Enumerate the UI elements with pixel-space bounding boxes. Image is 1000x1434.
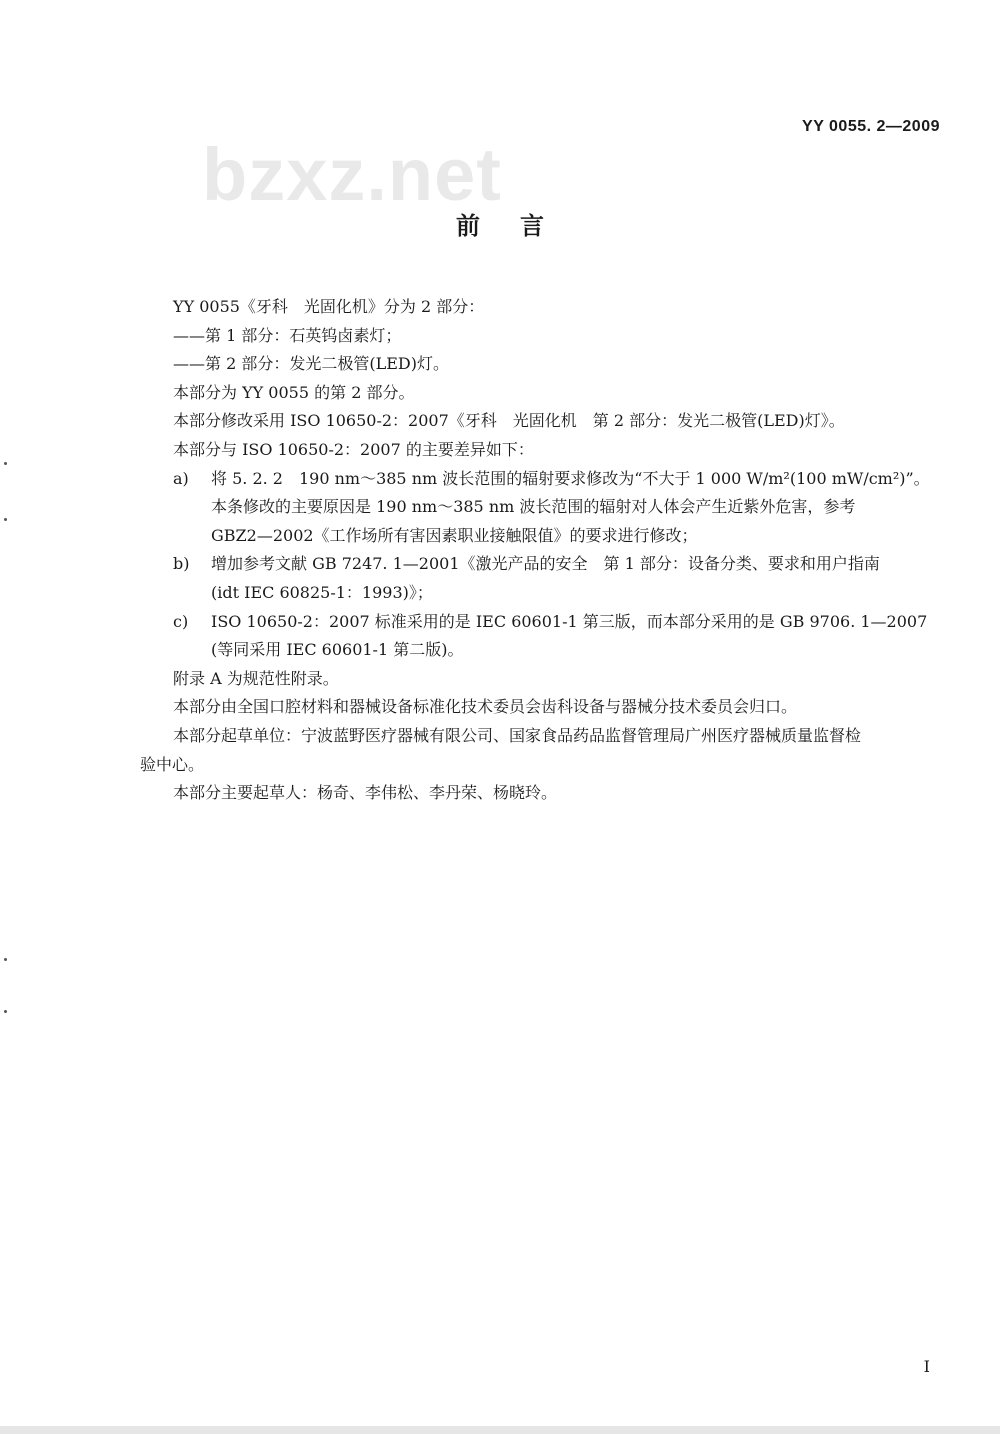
page-bottom-edge xyxy=(0,1426,1000,1434)
paragraph-parts-intro: YY 0055《牙科 光固化机》分为 2 部分： xyxy=(173,297,485,316)
page-number: I xyxy=(923,1357,930,1376)
foreword-body xyxy=(140,293,940,808)
paragraph-part-1: ——第 1 部分：石英钨卤素灯； xyxy=(173,325,402,345)
list-item-line: 增加参考文献 GB 7247. 1—2001《激光产品的安全 第 1 部分：设备分类、要求和用户指南 xyxy=(211,554,880,574)
scan-speck xyxy=(4,518,7,521)
list-item-line: GBZ2—2002《工作场所有害因素职业接触限值》的要求进行修改； xyxy=(211,525,698,545)
watermark: bzxz.net xyxy=(202,133,502,216)
scan-speck xyxy=(4,1010,7,1013)
paragraph-drafting-units-cont: 验中心。 xyxy=(140,754,205,774)
list-item-content xyxy=(211,550,940,607)
list-item-c xyxy=(140,608,940,665)
paragraph-committee: 本部分由全国口腔材料和器械设备标准化技术委员会齿科设备与器械分技术委员会归口。 xyxy=(173,697,798,717)
list-item-line: (等同采用 IEC 60601-1 第二版)。 xyxy=(211,640,464,660)
paragraph-modified-adoption: 本部分修改采用 ISO 10650-2：2007《牙科 光固化机 第 2 部分：发光二极管(LED)灯》。 xyxy=(173,411,845,431)
list-item-line: (idt IEC 60825-1：1993)》； xyxy=(211,582,433,602)
list-item-line: 本条修改的主要原因是 190 nm～385 nm 波长范围的辐射对人体会产生近紫外危害，参考 xyxy=(211,497,856,517)
paragraph-annex: 附录 A 为规范性附录。 xyxy=(173,668,339,688)
list-item-content xyxy=(211,608,940,665)
paragraph-part-2: ——第 2 部分：发光二极管(LED)灯。 xyxy=(173,354,449,374)
list-marker: b) xyxy=(173,554,190,574)
paragraph-drafting-units: 本部分起草单位：宁波蓝野医疗器械有限公司、国家食品药品监督管理局广州医疗器械质量监督检 xyxy=(173,725,862,745)
paragraph-drafters: 本部分主要起草人：杨奇、李伟松、李丹荣、杨晓玲。 xyxy=(173,783,558,803)
paragraph-this-part: 本部分为 YY 0055 的第 2 部分。 xyxy=(173,382,415,402)
scan-speck xyxy=(4,462,7,465)
list-marker: a) xyxy=(173,468,189,488)
page-title: 前言 xyxy=(456,212,584,240)
standard-code: YY 0055. 2—2009 xyxy=(802,118,940,135)
list-marker: c) xyxy=(173,611,189,631)
list-item-a xyxy=(140,465,940,551)
list-item-line: ISO 10650-2：2007 标准采用的是 IEC 60601-1 第三版，而本部分采用的是 GB 9706. 1—2007 xyxy=(211,611,928,631)
scan-speck xyxy=(4,958,7,961)
list-item-line: 将 5. 2. 2 190 nm～385 nm 波长范围的辐射要求修改为“不大于 1 000 W/m²(100 mW/cm²)”。 xyxy=(211,468,930,488)
list-item-b xyxy=(140,550,940,607)
paragraph-differences-intro: 本部分与 ISO 10650-2：2007 的主要差异如下： xyxy=(173,439,534,459)
list-item-content xyxy=(211,465,940,551)
